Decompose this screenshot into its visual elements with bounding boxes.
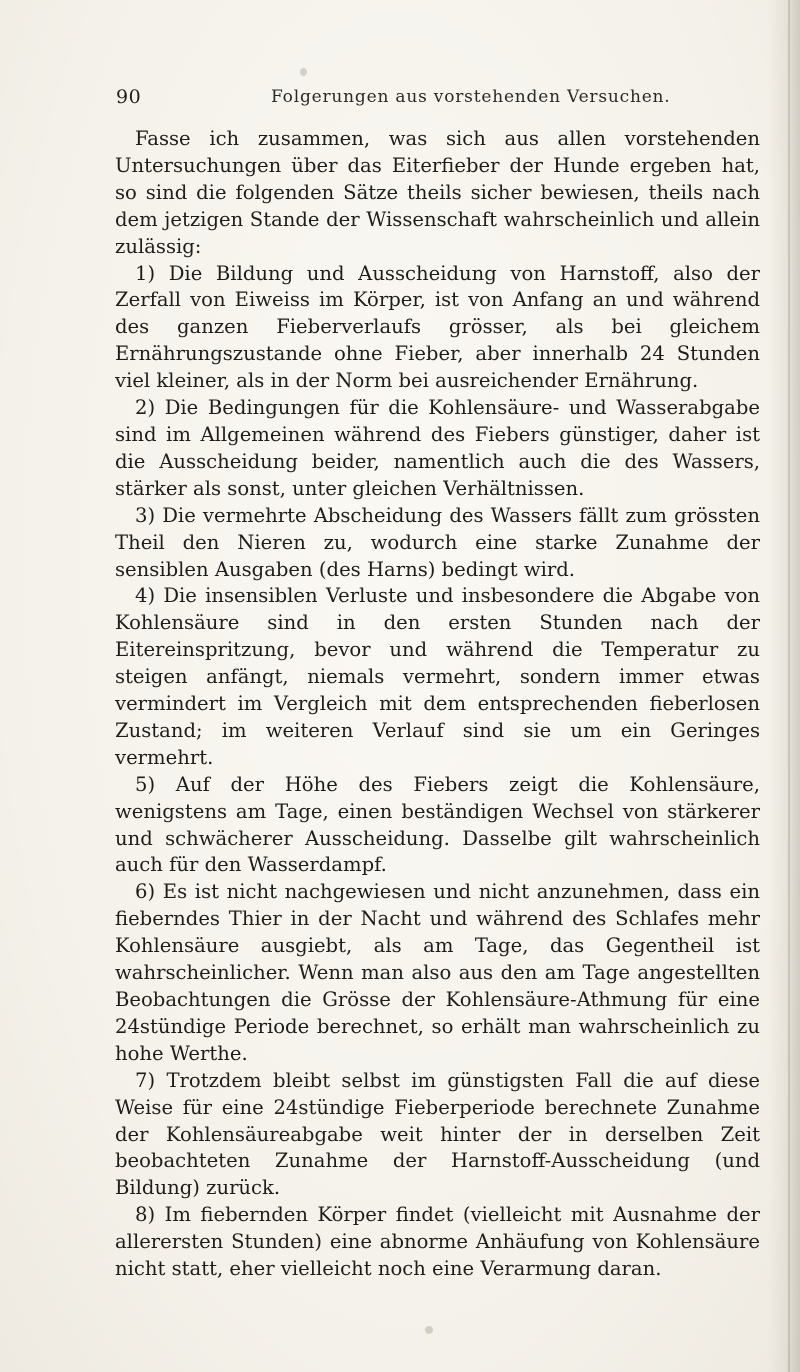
running-title: Folgerungen aus vorstehenden Versuchen. (271, 87, 671, 107)
page-header (116, 86, 756, 114)
conclusion-7: 7) Trotzdem bleibt selbst im günstigsten Fall die auf diese Weise für eine 24stündige Fieberperiode berechnete Zunahme der Kohlensäureabgabe weit hinter der in derselben Zeit beobachteten Zunahme der Harnstoff-Ausscheidung (und Bildung) zurück. (115, 1068, 760, 1200)
paper-spot (425, 1326, 433, 1334)
page-edge-line (788, 0, 790, 1372)
conclusion-5: 5) Auf der Höhe des Fiebers zeigt die Kohlensäure, wenigstens am Tage, einen beständigen Wechsel von stärkerer und schwächerer Ausscheidung. Dasselbe gilt wahrscheinlich auch für den Wasserdampf. (115, 772, 760, 877)
conclusion-1: 1) Die Bildung und Ausscheidung von Harnstoff, also der Zerfall von Eiweiss im Körper, ist von Anfang an und während des ganzen Fieberverlaufs grösser, als bei gleichem Ernährungszustande ohne Fieber, aber innerhalb 24 Stunden viel kleiner, als in der Norm bei ausreichender Ernährung. (115, 261, 760, 393)
page-number: 90 (116, 86, 142, 108)
page-edge-shadow (768, 0, 800, 1372)
conclusion-4: 4) Die insensiblen Verluste und insbesondere die Abgabe von Kohlensäure sind in den ersten Stunden nach der Eitereinspritzung, bevor und während die Temperatur zu steigen anfängt, niemals vermehrt, sondern immer etwas vermindert im Vergleich mit dem entsprechenden fieberlosen Zustand; im weiteren Verlauf sind sie um ein Geringes vermehrt. (115, 584, 760, 769)
intro-paragraph: Fasse ich zusammen, was sich aus allen vorstehenden Untersuchungen über das Eiterfieber der Hunde ergeben hat, so sind die folgenden Sätze theils sicher bewiesen, theils nach dem jetzigen Stande der Wissenschaft wahrscheinlich und allein zulässig: (115, 127, 760, 258)
paper-spot (300, 68, 307, 76)
conclusion-3: 3) Die vermehrte Abscheidung des Wassers fällt zum grössten Theil den Nieren zu, wodurch eine starke Zunahme der sensiblen Ausgaben (des Harns) bedingt wird. (115, 503, 760, 581)
conclusion-8: 8) Im fiebernden Körper findet (vielleicht mit Ausnahme der allerersten Stunden) eine abnorme Anhäufung von Kohlensäure nicht statt, eher vielleicht noch eine Verarmung daran. (115, 1203, 760, 1281)
conclusion-6: 6) Es ist nicht nachgewiesen und nicht anzunehmen, dass ein fieberndes Thier in der Nacht und während des Schlafes mehr Kohlensäure ausgiebt, als am Tage, das Gegentheil ist wahrscheinlicher. Wenn man also aus den am Tage angestellten Beobachtungen die Grösse der Kohlensäure-Athmung für eine 24stündige Periode berechnet, so erhält man wahrscheinlich zu hohe Werthe. (115, 880, 760, 1065)
body-text (115, 126, 760, 1283)
conclusion-2: 2) Die Bedingungen für die Kohlensäure- und Wasserabgabe sind im Allgemeinen während des Fiebers günstiger, daher ist die Ausscheidung beider, namentlich auch die des Wassers, stärker als sonst, unter gleichen Verhältnissen. (115, 396, 760, 500)
